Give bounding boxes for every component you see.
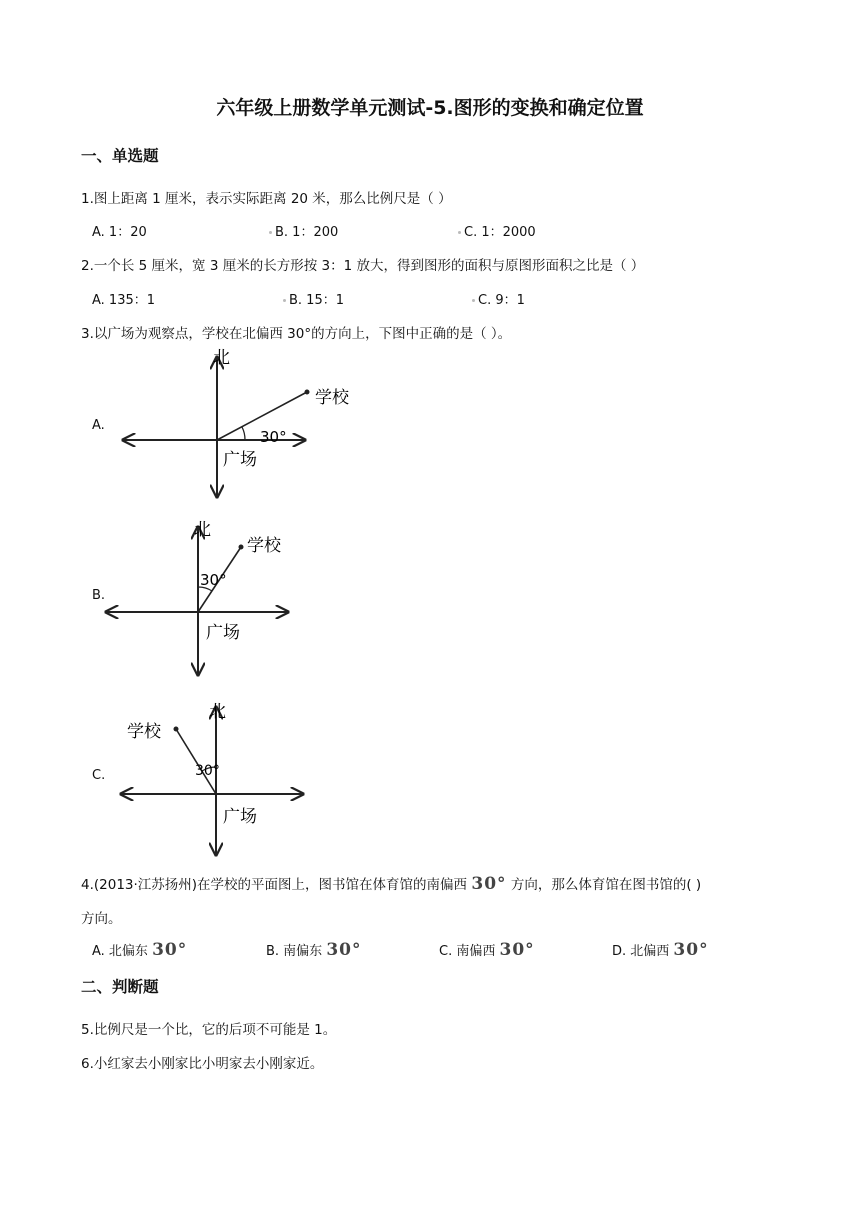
school-label: 学校	[127, 722, 161, 742]
q3-option-a-label[interactable]: A.	[92, 418, 105, 433]
q3-figure-a[interactable]	[115, 345, 375, 505]
school-point	[239, 545, 244, 550]
q4-option-d-degree: 30°	[673, 940, 709, 960]
section-heading-true-false: 二、判断题	[81, 978, 159, 996]
square-label: 广场	[223, 807, 257, 827]
q3-option-b-label[interactable]: B.	[92, 588, 106, 603]
north-label: 北	[209, 702, 226, 722]
q4-option-a-degree: 30°	[152, 940, 188, 960]
bullet-dot-icon	[458, 231, 461, 234]
bullet-dot-icon	[283, 299, 286, 302]
q4-option-a-label: A. 北偏东	[92, 944, 148, 959]
q2-option-c-label: C. 9：1	[478, 293, 525, 308]
square-label: 广场	[223, 450, 257, 470]
q4-option-c-label: C. 南偏西	[439, 944, 496, 959]
q4-option-b[interactable]	[266, 940, 362, 960]
q2-option-a[interactable]: A. 135：1	[92, 293, 156, 308]
question-4-text-part1: 4.(2013·江苏扬州)在学校的平面图上，图书馆在体育馆的南偏西	[81, 877, 468, 893]
q4-option-b-degree: 30°	[326, 940, 362, 960]
school-direction-line	[176, 729, 216, 794]
q4-option-d-label: D. 北偏西	[612, 944, 670, 959]
q2-option-c[interactable]	[472, 289, 525, 308]
school-label: 学校	[247, 536, 281, 556]
bullet-dot-icon	[269, 231, 272, 234]
q1-option-c[interactable]	[458, 221, 536, 240]
q4-option-b-label: B. 南偏东	[266, 944, 323, 959]
q4-option-c-degree: 30°	[499, 940, 535, 960]
q3-figure-c[interactable]	[115, 695, 315, 860]
q1-option-a[interactable]: A. 1：20	[92, 225, 147, 240]
q4-option-a[interactable]	[92, 940, 187, 960]
north-label: 北	[194, 520, 211, 540]
angle-label: 30°	[195, 763, 220, 779]
angle-label: 30°	[260, 428, 287, 446]
question-2-text: 2.一个长 5 厘米，宽 3 厘米的长方形按 3：1 放大，得到图形的面积与原图形面积之比是（ ）	[81, 258, 645, 274]
question-5-text: 5.比例尺是一个比，它的后项不可能是 1。	[81, 1022, 337, 1038]
school-point	[305, 390, 310, 395]
q4-option-d[interactable]	[612, 940, 709, 960]
q1-option-c-label: C. 1：2000	[464, 225, 536, 240]
angle-label: 30°	[200, 571, 227, 589]
section-heading-single-choice: 一、单选题	[81, 147, 159, 165]
q1-option-b-label: B. 1：200	[275, 225, 339, 240]
page-title: 六年级上册数学单元测试-5.图形的变换和确定位置	[216, 97, 644, 119]
school-label: 学校	[315, 388, 349, 408]
north-label: 北	[213, 348, 230, 368]
angle-arc	[242, 427, 245, 440]
q4-option-c[interactable]	[439, 940, 535, 960]
question-4-text-line2: 方向。	[81, 911, 122, 927]
q2-option-b[interactable]	[283, 289, 344, 308]
q3-option-c-label[interactable]: C.	[92, 768, 106, 783]
question-4-degree: 30°	[471, 874, 507, 894]
question-4-text-part2: 方向，那么体育馆在图书馆的( )	[510, 877, 702, 893]
question-4-text	[81, 873, 701, 894]
question-1-text: 1.图上距离 1 厘米，表示实际距离 20 米，那么比例尺是（ ）	[81, 191, 452, 207]
question-6-text: 6.小红家去小刚家比小明家去小刚家近。	[81, 1056, 324, 1072]
school-point	[174, 727, 179, 732]
q1-option-b[interactable]	[269, 221, 338, 240]
bullet-dot-icon	[472, 299, 475, 302]
square-label: 广场	[206, 623, 240, 643]
q3-figure-b[interactable]	[100, 515, 320, 680]
q2-option-b-label: B. 15：1	[289, 293, 344, 308]
question-3-text: 3.以广场为观察点，学校在北偏西 30°的方向上，下图中正确的是（ ）。	[81, 326, 512, 342]
